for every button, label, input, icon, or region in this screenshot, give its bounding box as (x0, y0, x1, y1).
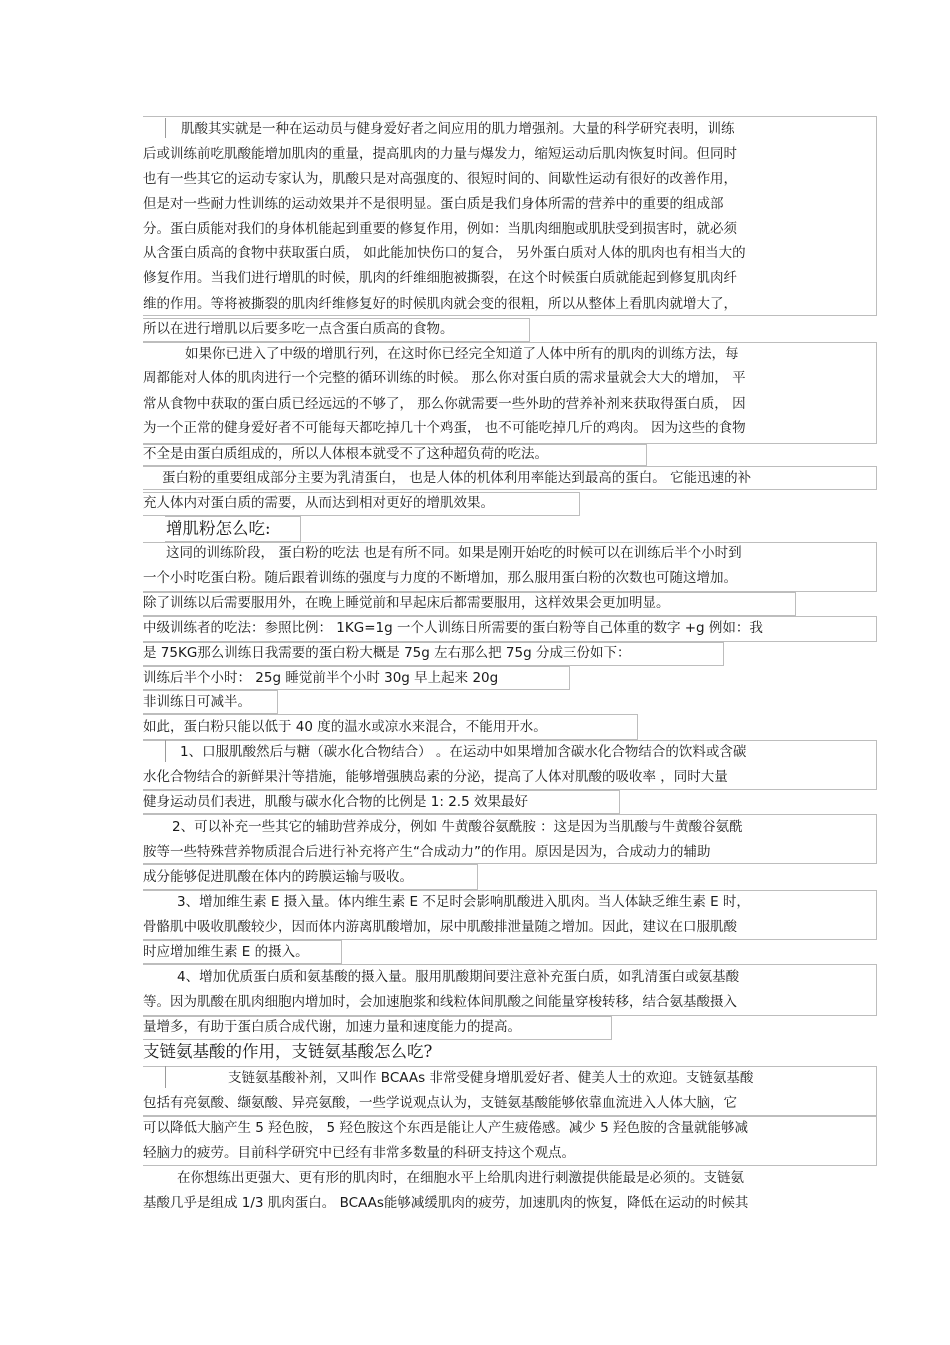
text-line: 可以降低大脑产生 5 羟色胺， 5 羟色胺这个东西是能让人产生疲倦感。减少 5 羟色胺的含量就能够减 (143, 1120, 749, 1136)
text-line: 成分能够促进肌酸在体内的跨膜运输与吸收。 (143, 869, 413, 885)
margin-mark (165, 118, 166, 138)
text-line: 这同的训练阶段， 蛋白粉的吃法 也是有所不同。如果是刚开始吃的时候可以在训练后半个小时到 (166, 545, 742, 561)
text-line: 4、增加优质蛋白质和氨基酸的摄入量。服用肌酸期间要注意补充蛋白质，如乳清蛋白或氨基酸 (177, 969, 740, 985)
section-heading: 支链氨基酸的作用，支链氨基酸怎么吃? (143, 1042, 433, 1061)
text-line: 除了训练以后需要服用外，在晚上睡觉前和早起床后都需要服用，这样效果会更加明显。 (143, 595, 670, 611)
text-line: 1、口服肌酸然后与糖（碳水化合物结合） 。在运动中如果增加含碳水化合物结合的饮料或含碳 (180, 744, 747, 760)
text-line: 周都能对人体的肌肉进行一个完整的循环训练的时候。 那么你对蛋白质的需求量就会大大的增加， 平 (143, 370, 746, 386)
text-line: 一个小时吃蛋白粉。随后跟着训练的强度与力度的不断增加，那么服用蛋白粉的次数也可随这增加。 (143, 570, 737, 586)
text-line: 是 75KG那么训练日我需要的蛋白粉大概是 75g 左右那么把 75g 分成三份如下： (143, 645, 631, 661)
text-line: 基酸几乎是组成 1/3 肌肉蛋白。 BCAAs能够减缓肌肉的疲劳，加速肌肉的恢复，降低在运动的时候其 (143, 1195, 749, 1211)
text-line: 在你想练出更强大、更有形的肌肉时，在细胞水平上给肌肉进行刺激提供能最是必须的。支链氨 (177, 1170, 744, 1186)
text-line: 所以在进行增肌以后要多吃一点含蛋白质高的食物。 (143, 321, 454, 337)
text-line: 中级训练者的吃法：参照比例： 1KG=1g 一个人训练日所需要的蛋白粉等自己体重的数字 +g 例如：我 (143, 620, 763, 636)
section-heading: 增肌粉怎么吃: (166, 519, 271, 538)
text-line: 骨骼肌中吸收肌酸较少，因而体内游离肌酸增加，尿中肌酸排泄量随之增加。因此，建议在口服肌酸 (143, 919, 737, 935)
margin-mark (165, 740, 166, 762)
text-line: 如果你已进入了中级的增肌行列，在这时你已经完全知道了人体中所有的肌肉的训练方法，每 (185, 346, 739, 362)
text-line: 胺等一些特殊营养物质混合后进行补充将产生“合成动力”的作用。原因是因为，合成动力的辅助 (143, 844, 711, 860)
margin-mark (165, 1066, 166, 1088)
text-line: 后或训练前吃肌酸能增加肌肉的重量，提高肌肉的力量与爆发力，缩短运动后肌肉恢复时间。但同时 (143, 146, 737, 162)
text-line: 训练后半个小时： 25g 睡觉前半个小时 30g 早上起来 20g (143, 670, 499, 686)
text-line: 等。因为肌酸在肌肉细胞内增加时，会加速胞浆和线粒体间肌酸之间能量穿梭转移，结合氨基酸摄入 (143, 994, 737, 1010)
text-line: 从含蛋白质高的食物中获取蛋白质， 如此能加快伤口的复合， 另外蛋白质对人体的肌肉也有相当大的 (143, 245, 746, 261)
text-line: 包括有亮氨酸、缬氨酸、异亮氨酸，一些学说观点认为，支链氨基酸能够依靠血流进入人体大脑，它 (143, 1095, 737, 1111)
text-line: 常从食物中获取的蛋白质已经远远的不够了， 那么你就需要一些外助的营养补剂来获取得蛋白质， 因 (143, 396, 746, 412)
text-line: 肌酸其实就是一种在运动员与健身爱好者之间应用的肌力增强剂。大量的科学研究表明，训练 (181, 121, 735, 137)
text-line: 健身运动员们表进，肌酸与碳水化合物的比例是 1: 2.5 效果最好 (143, 794, 528, 810)
text-line: 轻脑力的疲劳。目前科学研究中已经有非常多数量的科研支持这个观点。 (143, 1145, 575, 1161)
text-line: 非训练日可减半。 (143, 694, 251, 710)
text-line: 时应增加维生素 E 的摄入。 (143, 944, 309, 960)
text-line: 充人体内对蛋白质的需要，从而达到相对更好的增肌效果。 (143, 495, 494, 511)
text-line: 分。蛋白质能对我们的身体机能起到重要的修复作用，例如：当肌肉细胞或肌肤受到损害时，就必须 (143, 221, 737, 237)
text-line: 但是对一些耐力性训练的运动效果并不是很明显。蛋白质是我们身体所需的营养中的重要的组成部 (143, 196, 724, 212)
text-line: 3、增加维生素 E 摄入量。体内维生素 E 不足时会影响肌酸进入肌肉。当人体缺乏维生素 E 时， (177, 894, 750, 910)
text-line: 不全是由蛋白质组成的，所以人体根本就受不了这种超负荷的吃法。 (143, 446, 548, 462)
text-line: 蛋白粉的重要组成部分主要为乳清蛋白， 也是人体的机体利用率能达到最高的蛋白。 它能迅速的补 (162, 470, 752, 486)
text-line: 为一个正常的健身爱好者不可能每天都吃掉几十个鸡蛋， 也不可能吃掉几斤的鸡肉。 因为这些的食物 (143, 420, 746, 436)
text-line: 支链氨基酸补剂，又叫作 BCAAs 非常受健身增肌爱好者、健美人士的欢迎。支链氨基酸 (228, 1070, 754, 1086)
text-line: 如此，蛋白粉只能以低于 40 度的温水或凉水来混合，不能用开水。 (143, 719, 547, 735)
text-line: 2、可以补充一些其它的辅助营养成分，例如 牛黄酸谷氨酰胺 ：这是因为当肌酸与牛黄酸谷氨酰 (172, 819, 743, 835)
text-line: 也有一些其它的运动专家认为，肌酸只是对高强度的、很短时间的、间歇性运动有很好的改善作用， (143, 171, 737, 187)
text-line: 修复作用。当我们进行增肌的时候，肌肉的纤维细胞被撕裂，在这个时候蛋白质就能起到修复肌肉纤 (143, 270, 737, 286)
text-line: 维的作用。等将被撕裂的肌肉纤维修复好的时候肌肉就会变的很粗，所以从整体上看肌肉就增大了， (143, 296, 737, 312)
text-line: 水化合物结合的新鲜果汁等措施，能够增强胰岛素的分泌，提高了人体对肌酸的吸收率 ，同时大量 (143, 769, 728, 785)
text-line: 量增多，有助于蛋白质合成代谢，加速力量和速度能力的提高。 (143, 1019, 521, 1035)
